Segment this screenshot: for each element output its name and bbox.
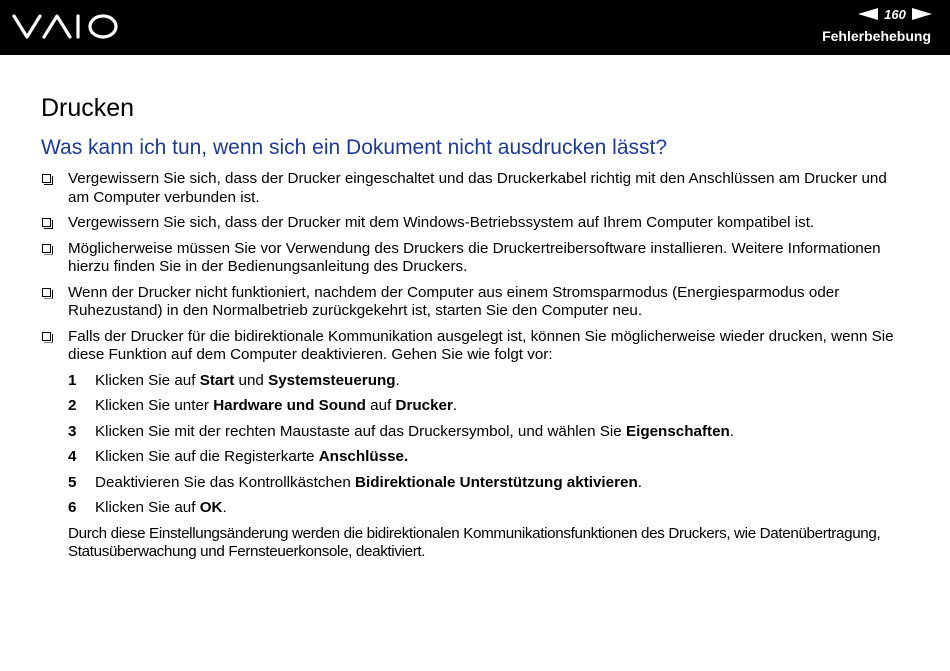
page-number: 160 bbox=[884, 6, 906, 22]
vaio-logo bbox=[12, 13, 120, 41]
step-text: Deaktivieren Sie das Kontrollkästchen bbox=[95, 473, 356, 491]
previous-page-arrow-icon[interactable] bbox=[858, 8, 878, 20]
step-item bbox=[0, 397, 950, 416]
list-item-text: Vergewissern Sie sich, dass der Drucker eingeschaltet und das Druckerkabel richtig mit den Anschlüssen am Drucker und am Computer verbunden ist. bbox=[68, 170, 887, 206]
list-item bbox=[0, 214, 950, 233]
header-bar bbox=[0, 0, 950, 55]
step-emphasis: Start bbox=[199, 371, 235, 389]
list-item bbox=[0, 284, 950, 321]
step-text: Klicken Sie auf bbox=[95, 499, 200, 516]
step-emphasis: OK bbox=[199, 499, 223, 516]
step-item bbox=[0, 423, 950, 442]
step-text: Klicken Sie mit der rechten Maustaste auf das Druckersymbol, und wählen Sie bbox=[95, 422, 626, 440]
list-item-text: Möglicherweise müssen Sie vor Verwendung des Druckers die Druckertreibersoftware installieren. Weitere Informationen hierzu finden Sie in der Bedienungsanleitung des Druckers. bbox=[68, 239, 881, 275]
step-text: Klicken Sie unter bbox=[95, 397, 214, 414]
step-number: 1 bbox=[68, 371, 77, 389]
checkbox-bullet-icon bbox=[42, 288, 51, 297]
step-number: 4 bbox=[68, 448, 77, 465]
step-text: . bbox=[452, 397, 458, 414]
list-item bbox=[0, 328, 950, 365]
step-text: auf bbox=[365, 397, 396, 414]
step-emphasis: Systemsteuerung bbox=[268, 371, 396, 389]
question-heading: Was kann ich tun, wenn sich ein Dokument nicht ausdrucken lässt? bbox=[41, 136, 668, 159]
step-item bbox=[0, 372, 950, 391]
step-text: . bbox=[222, 499, 227, 516]
step-text: Klicken Sie auf bbox=[95, 371, 200, 389]
page-navigation bbox=[858, 6, 932, 22]
step-item bbox=[0, 474, 950, 493]
checkbox-bullet-icon bbox=[42, 218, 51, 227]
step-item bbox=[0, 499, 950, 518]
step-text: und bbox=[234, 371, 269, 389]
checkbox-bullet-icon bbox=[42, 174, 51, 183]
note-paragraph: Durch diese Einstellungsänderung werden die bidirektionalen Kommunikationsfunktionen des Druckers, wie Datenübertragung, Statusüberwachung und Fernsteuerkonsole, deaktiviert. bbox=[68, 524, 881, 560]
step-item bbox=[0, 448, 950, 467]
list-item bbox=[0, 240, 950, 277]
section-name: Fehlerbehebung bbox=[822, 28, 931, 44]
step-number: 3 bbox=[68, 422, 77, 440]
step-number: 5 bbox=[68, 473, 77, 491]
step-number: 2 bbox=[68, 397, 77, 414]
list-item-text: Vergewissern Sie sich, dass der Drucker mit dem Windows-Betriebssystem auf Ihrem Computer kompatibel ist. bbox=[68, 214, 815, 231]
page-title: Drucken bbox=[41, 94, 135, 122]
step-emphasis: Hardware und Sound bbox=[213, 397, 366, 414]
step-text: . bbox=[395, 371, 400, 389]
step-text: . bbox=[729, 422, 735, 440]
list-item-text: Wenn der Drucker nicht funktioniert, nachdem der Computer aus einem Stromsparmodus (Energiesparmodus oder Ruhezustand) in den Normalbetrieb zurückgekehrt ist, starten Sie den Computer neu. bbox=[68, 283, 840, 319]
step-emphasis: Bidirektionale Unterstützung aktivieren bbox=[355, 473, 638, 491]
list-item-text: Falls der Drucker für die bidirektionale Kommunikation ausgelegt ist, können Sie möglicherweise wieder drucken, wenn Sie diese Funktion auf dem Computer deaktivieren. Gehen Sie wie folgt vor: bbox=[68, 327, 894, 363]
next-page-arrow-icon[interactable] bbox=[912, 8, 932, 20]
step-number: 6 bbox=[68, 499, 77, 516]
content-area bbox=[0, 170, 950, 562]
step-text: Klicken Sie auf die Registerkarte bbox=[95, 448, 319, 465]
step-text: . bbox=[637, 473, 642, 491]
checkbox-bullet-icon bbox=[42, 332, 51, 341]
checkbox-bullet-icon bbox=[42, 244, 51, 253]
step-emphasis: Anschlüsse. bbox=[318, 448, 409, 465]
step-emphasis: Eigenschaften bbox=[625, 422, 730, 440]
step-emphasis: Drucker bbox=[395, 397, 453, 414]
list-item bbox=[0, 170, 950, 207]
